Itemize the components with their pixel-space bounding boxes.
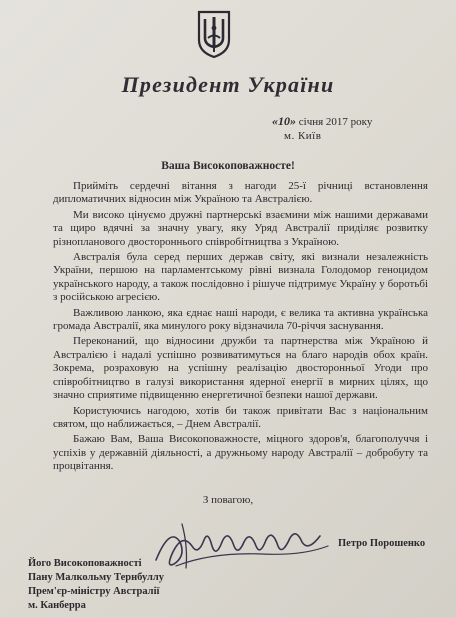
paragraph: Бажаю Вам, Ваша Високоповажносте, міцного здоров'я, благополуччя і успіхів у державній діяльності, а дружньому народу Австралії – добробуту та процвітання. bbox=[53, 433, 428, 473]
date-block bbox=[272, 114, 372, 143]
paragraph: Австралія була серед перших держав світу, які визнали незалежність України, першою на парламентському рівні визнала Голодомор геноцидом українського народу, а також послідовно і рішуче підтримує Україну у боротьбі з російською агресією. bbox=[53, 251, 428, 304]
date-day: «10» bbox=[272, 114, 296, 128]
paragraph: Важливою ланкою, яка єднає наші народи, є велика та активна українська громада Австралії, яка минулого року відзначила 70-річчя заснування. bbox=[53, 306, 428, 333]
handwritten-signature-icon bbox=[152, 516, 332, 572]
date-city: м. Київ bbox=[284, 130, 322, 142]
closing: З повагою, bbox=[202, 494, 254, 506]
date-month-year: січня 2017 року bbox=[298, 116, 373, 128]
letterhead-title: Президент України bbox=[121, 72, 335, 97]
paragraph: Переконаний, що відносини дружби та партнерства між Україною й Австралією і надалі успішно розвиватимуться на благо народів обох країн. Зокрема, розраховую на успішну реалізацію двосторонньої Угоди про співробітництво в галузі використання ядерної енергії в мирних цілях, що значно сприятиме підвищенню енергетичної безпеки нашої держави. bbox=[53, 335, 428, 402]
addressee-line: Його Високоповажності bbox=[28, 558, 142, 569]
signer-name: Петро Порошенко bbox=[338, 538, 426, 549]
addressee-line: Прем'єр-міністру Австралії bbox=[28, 586, 160, 597]
letter-body bbox=[53, 180, 428, 476]
trident-coat-of-arms-icon bbox=[196, 10, 232, 58]
paragraph: Користуючись нагодою, хотів би також привітати Вас з національним святом, що наближається, – Днем Австралії. bbox=[53, 404, 428, 430]
paragraph: Ми високо цінуємо дружні партнерські взаємини між нашими державами та щиро вдячні за значну увагу, яку Уряд Австралії приділяє розвитку різнопланового двостороннього співробітництва з Україною. bbox=[53, 208, 428, 248]
addressee-line: м. Канберра bbox=[28, 600, 86, 611]
addressee-block bbox=[28, 557, 164, 613]
paragraph: Прийміть сердечні вітання з нагоди 25-ї річниці встановлення дипломатичних відносин між Україною та Австралією. bbox=[53, 180, 428, 206]
addressee-line: Пану Малкольму Тернбуллу bbox=[28, 572, 165, 583]
salutation: Ваша Високоповажносте! bbox=[161, 160, 295, 172]
